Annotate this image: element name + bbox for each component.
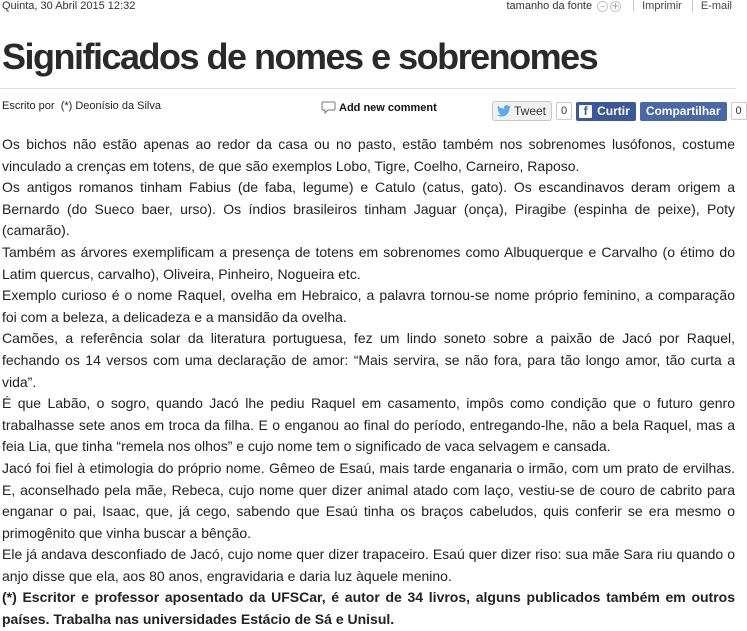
share-count: 0 — [731, 102, 747, 120]
top-bar — [0, 0, 736, 14]
share-label: Compartilhar — [645, 104, 721, 118]
author-prefix: Escrito por — [2, 100, 55, 112]
email-link[interactable]: E-mail — [700, 0, 732, 12]
add-comment-label: Add new comment — [339, 101, 437, 114]
twitter-bird-icon — [497, 105, 511, 117]
facebook-like-button[interactable] — [576, 102, 636, 121]
facebook-like-label: Curtir — [597, 104, 630, 118]
author-line — [2, 100, 161, 112]
paragraph: Jacó foi fiel à etimologia do próprio nome. Gêmeo de Esaú, mais tarde enganaria o irmão, com um prato de ervilhas. E, aconselhado pela mãe, Rebeca, cujo nome quer dizer animal atado com laço, vestiu-se de couro de cabrito para enganar o pai, Isaac, que, já cego, sabendo que Esaú tinha os braços cabeludos, quis conferir se era mesmo o primogênito que vinha buscar a bênção. — [2, 459, 735, 541]
facebook-icon: f — [579, 105, 592, 118]
author-name: (*) Deonísio da Silva — [60, 100, 161, 112]
article-title: Significados de nomes e sobrenomes — [2, 36, 598, 77]
tweet-count: 0 — [556, 102, 572, 120]
paragraph: Os bichos não estão apenas ao redor da casa ou no pasto, estão também nos sobrenomes lusófonos, costume vinculado a crenças em totens, de que são exemplos Lobo, Tigre, Coelho, Carneiro, Raposo. — [2, 136, 735, 174]
paragraph: Também as árvores exemplificam a presença de totens em sobrenomes como Albuquerque e Carvalho (o étimo do Latim quercus, carvalho), Oliveira, Pinheiro, Nogueira etc. — [2, 243, 735, 282]
add-comment-link[interactable] — [321, 101, 437, 114]
tweet-label: Tweet — [514, 104, 547, 118]
share-button[interactable] — [640, 102, 727, 121]
font-size-label: tamanho da fonte — [506, 0, 593, 12]
title-divider — [0, 88, 736, 89]
tweet-button[interactable] — [492, 101, 552, 121]
article-tools — [506, 0, 732, 12]
divider — [633, 0, 634, 12]
comment-bubble-icon — [321, 101, 336, 114]
paragraph: Os antigos romanos tinham Fabius (de faba, legume) e Catulo (catus, gato). Os escandinavos deram origem a Bernardo (do Sueco baer, urso). Os índios brasileiros tinham Jaguar (onça), Piragibe (espinha de peixe), Poty (camarão). — [2, 179, 735, 239]
increase-font-button[interactable]: + — [611, 0, 620, 12]
paragraph: Exemplo curioso é o nome Raquel, ovelha em Hebraico, a palavra tornou-se nome próprio feminino, a comparação foi com a beleza, a delicadeza e a mansidão da ovelha. — [2, 287, 735, 325]
decrease-font-button[interactable]: – — [597, 1, 608, 12]
article-body — [2, 134, 735, 631]
social-buttons — [492, 101, 747, 121]
paragraph: Camões, a referência solar da literatura portuguesa, fez um lindo soneto sobre a paixão de Jacó por Raquel, fechando os 14 versos com uma declaração de amor: “Mais servira, se não fora, para tão longo amor, tão curta a vida”. — [2, 330, 735, 390]
paragraph: Ele já andava desconfiado de Jacó, cujo nome quer dizer trapaceiro. Esaú quer dizer riso: sua mãe Sara riu quando o anjo disse que ela, aos 80 anos, engravidaria e daria luz àquele menino. — [2, 546, 735, 584]
author-note: (*) Escritor e professor aposentado da UFSCar, é autor de 34 livros, alguns publicados também em outros países. Trabalha nas universidades Estácio de Sá e Unisul. — [2, 589, 735, 628]
divider — [692, 0, 693, 12]
print-link[interactable]: Imprimir — [642, 0, 682, 12]
paragraph: É que Labão, o sogro, quando Jacó lhe pediu Raquel em casamento, impôs como condição que o futuro genro trabalhasse sete anos em troca da filha. E o enganou ao final do período, entregando-lhe, não a bela Raquel, mas a feia Lia, que tinha “remela nos olhos” e cujo nome tem o significado de vaca selvagem e cansada. — [2, 395, 735, 455]
article-date: Quinta, 30 Abril 2015 12:32 — [2, 0, 136, 12]
